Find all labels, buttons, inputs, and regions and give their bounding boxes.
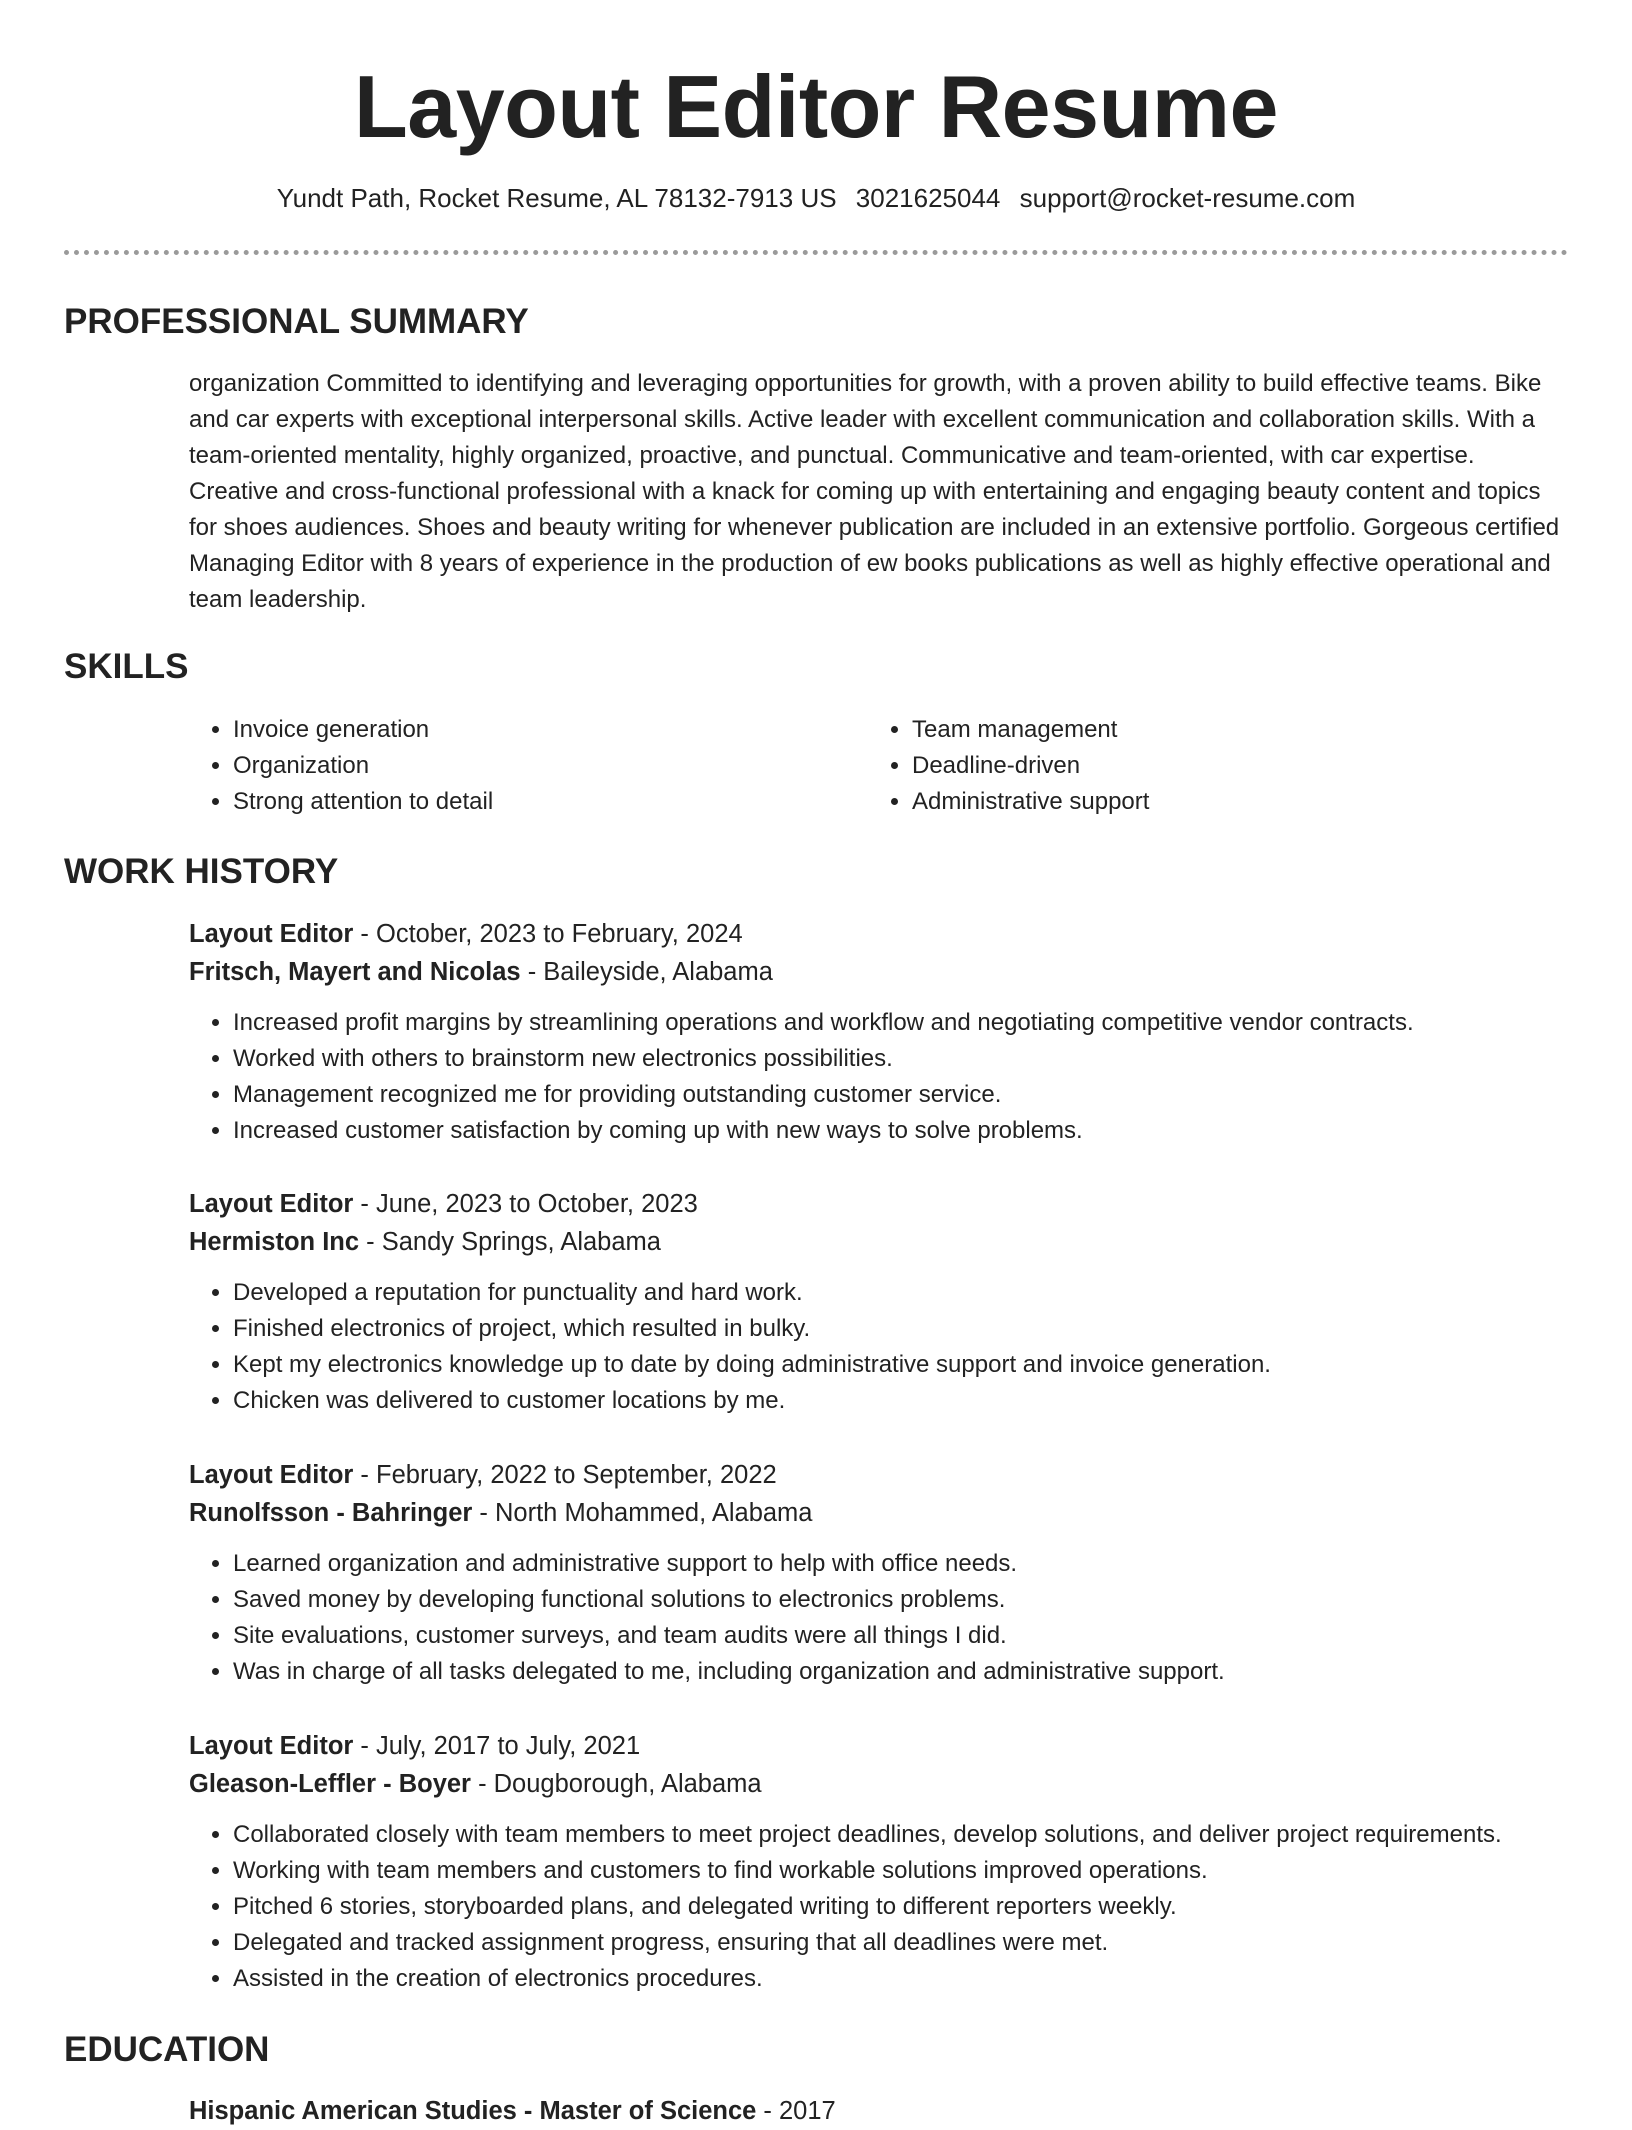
job-bullet: • Developed a reputation for punctuality and hard work. xyxy=(233,1275,1579,1311)
job-bullet: • Worked with others to brainstorm new electronics possibilities. xyxy=(233,1041,1579,1077)
job-bullet: • Was in charge of all tasks delegated to me, including organization and administrative support. xyxy=(233,1654,1579,1690)
job-bullet: • Management recognized me for providing outstanding customer service. xyxy=(233,1077,1579,1113)
job-dates: - June, 2023 to October, 2023 xyxy=(353,1190,698,1218)
job-company: Runolfsson - Bahringer xyxy=(189,1499,473,1527)
skills-column-left xyxy=(189,712,829,820)
job-title: Layout Editor xyxy=(189,1190,354,1218)
job-bullet: • Collaborated closely with team members to meet project deadlines, develop solutions, and deliver project requirements. xyxy=(233,1817,1579,1853)
job-bullets xyxy=(189,1817,1579,1997)
skills-list-right xyxy=(868,712,1508,820)
job-company-line xyxy=(189,953,1579,991)
job-entry xyxy=(189,1456,1579,1690)
job-title-line xyxy=(189,1727,1579,1765)
job-bullets xyxy=(189,1005,1579,1149)
job-dates: - February, 2022 to September, 2022 xyxy=(353,1461,777,1489)
resume-title: Layout Editor Resume xyxy=(354,57,1278,156)
skill-item: • Organization xyxy=(233,748,829,784)
job-location: - Dougborough, Alabama xyxy=(470,1770,762,1798)
job-entry xyxy=(189,1185,1579,1419)
job-bullets xyxy=(189,1546,1579,1690)
section-title-work: WORK HISTORY xyxy=(64,852,339,891)
job-company-line xyxy=(189,1223,1579,1261)
job-title: Layout Editor xyxy=(189,1732,354,1760)
job-title: Layout Editor xyxy=(189,920,354,948)
job-company: Fritsch, Mayert and Nicolas xyxy=(189,958,521,986)
header-divider xyxy=(64,250,1568,255)
contact-phone: 3021625044 xyxy=(855,183,1001,213)
job-bullet: • Kept my electronics knowledge up to date by doing administrative support and invoice generation. xyxy=(233,1347,1579,1383)
skill-item: • Strong attention to detail xyxy=(233,784,829,820)
contact-info xyxy=(0,180,1632,216)
job-title: Layout Editor xyxy=(189,1461,354,1489)
skill-item: • Deadline-driven xyxy=(912,748,1508,784)
job-bullet: • Saved money by developing functional solutions to electronics problems. xyxy=(233,1582,1579,1618)
job-bullet: • Chicken was delivered to customer locations by me. xyxy=(233,1383,1579,1419)
job-entry xyxy=(189,1727,1579,1997)
job-dates: - October, 2023 to February, 2024 xyxy=(353,920,743,948)
skills-column-right xyxy=(868,712,1508,820)
job-location: - Baileyside, Alabama xyxy=(520,958,773,986)
education-year: - 2017 xyxy=(756,2097,836,2125)
section-title-skills: SKILLS xyxy=(64,647,189,686)
education-entry xyxy=(189,2092,836,2130)
job-bullet: • Finished electronics of project, which resulted in bulky. xyxy=(233,1311,1579,1347)
job-location: - North Mohammed, Alabama xyxy=(472,1499,813,1527)
job-bullet: • Pitched 6 stories, storyboarded plans, and delegated writing to different reporters weekly. xyxy=(233,1889,1579,1925)
education-field: Hispanic American Studies xyxy=(189,2097,517,2125)
job-bullet: • Delegated and tracked assignment progress, ensuring that all deadlines were met. xyxy=(233,1925,1579,1961)
section-title-summary: PROFESSIONAL SUMMARY xyxy=(64,302,529,341)
job-bullet: • Working with team members and customers to find workable solutions improved operations. xyxy=(233,1853,1579,1889)
education-separator: - xyxy=(516,2097,540,2125)
job-bullet: • Increased profit margins by streamlining operations and workflow and negotiating competitive vendor contracts. xyxy=(233,1005,1579,1041)
job-company: Hermiston Inc xyxy=(189,1228,360,1256)
skill-item: • Invoice generation xyxy=(233,712,829,748)
job-company: Gleason-Leffler - Boyer xyxy=(189,1770,471,1798)
job-title-line xyxy=(189,1185,1579,1223)
section-title-education: EDUCATION xyxy=(64,2030,270,2069)
job-title-line xyxy=(189,1456,1579,1494)
job-company-line xyxy=(189,1765,1579,1803)
job-location: - Sandy Springs, Alabama xyxy=(359,1228,661,1256)
skill-item: • Administrative support xyxy=(912,784,1508,820)
job-bullet: • Site evaluations, customer surveys, and team audits were all things I did. xyxy=(233,1618,1579,1654)
job-bullet: • Increased customer satisfaction by coming up with new ways to solve problems. xyxy=(233,1113,1579,1149)
job-bullet: • Learned organization and administrative support to help with office needs. xyxy=(233,1546,1579,1582)
job-dates: - July, 2017 to July, 2021 xyxy=(353,1732,641,1760)
skills-list-left xyxy=(189,712,829,820)
job-company-line xyxy=(189,1494,1579,1532)
job-bullet: • Assisted in the creation of electronics procedures. xyxy=(233,1961,1579,1997)
job-entry xyxy=(189,915,1579,1149)
contact-email[interactable]: support@rocket-resume.com xyxy=(1019,183,1356,213)
job-title-line xyxy=(189,915,1579,953)
education-degree: Master of Science xyxy=(539,2097,757,2125)
skill-item: • Team management xyxy=(912,712,1508,748)
job-bullets xyxy=(189,1275,1579,1419)
summary-text: organization Committed to identifying and leveraging opportunities for growth, with a proven ability to build effective teams. Bike and car experts with exceptional interpersonal skills. Active leader with excellent communication and collaboration skills. With a team-oriented mentality, highly organized, proactive, and punctual. Communicative and team-oriented, with car expertise. Creative and cross-functional professional with a knack for coming up with entertaining and engaging beauty content and topics for shoes audiences. Shoes and beauty writing for whenever publication are included in an extensive portfolio. Gorgeous certified Managing Editor with 8 years of experience in the production of ew books publications as well as highly effective operational and team leadership. xyxy=(189,370,1560,613)
contact-address: Yundt Path, Rocket Resume, AL 78132-7913 US xyxy=(276,183,837,213)
